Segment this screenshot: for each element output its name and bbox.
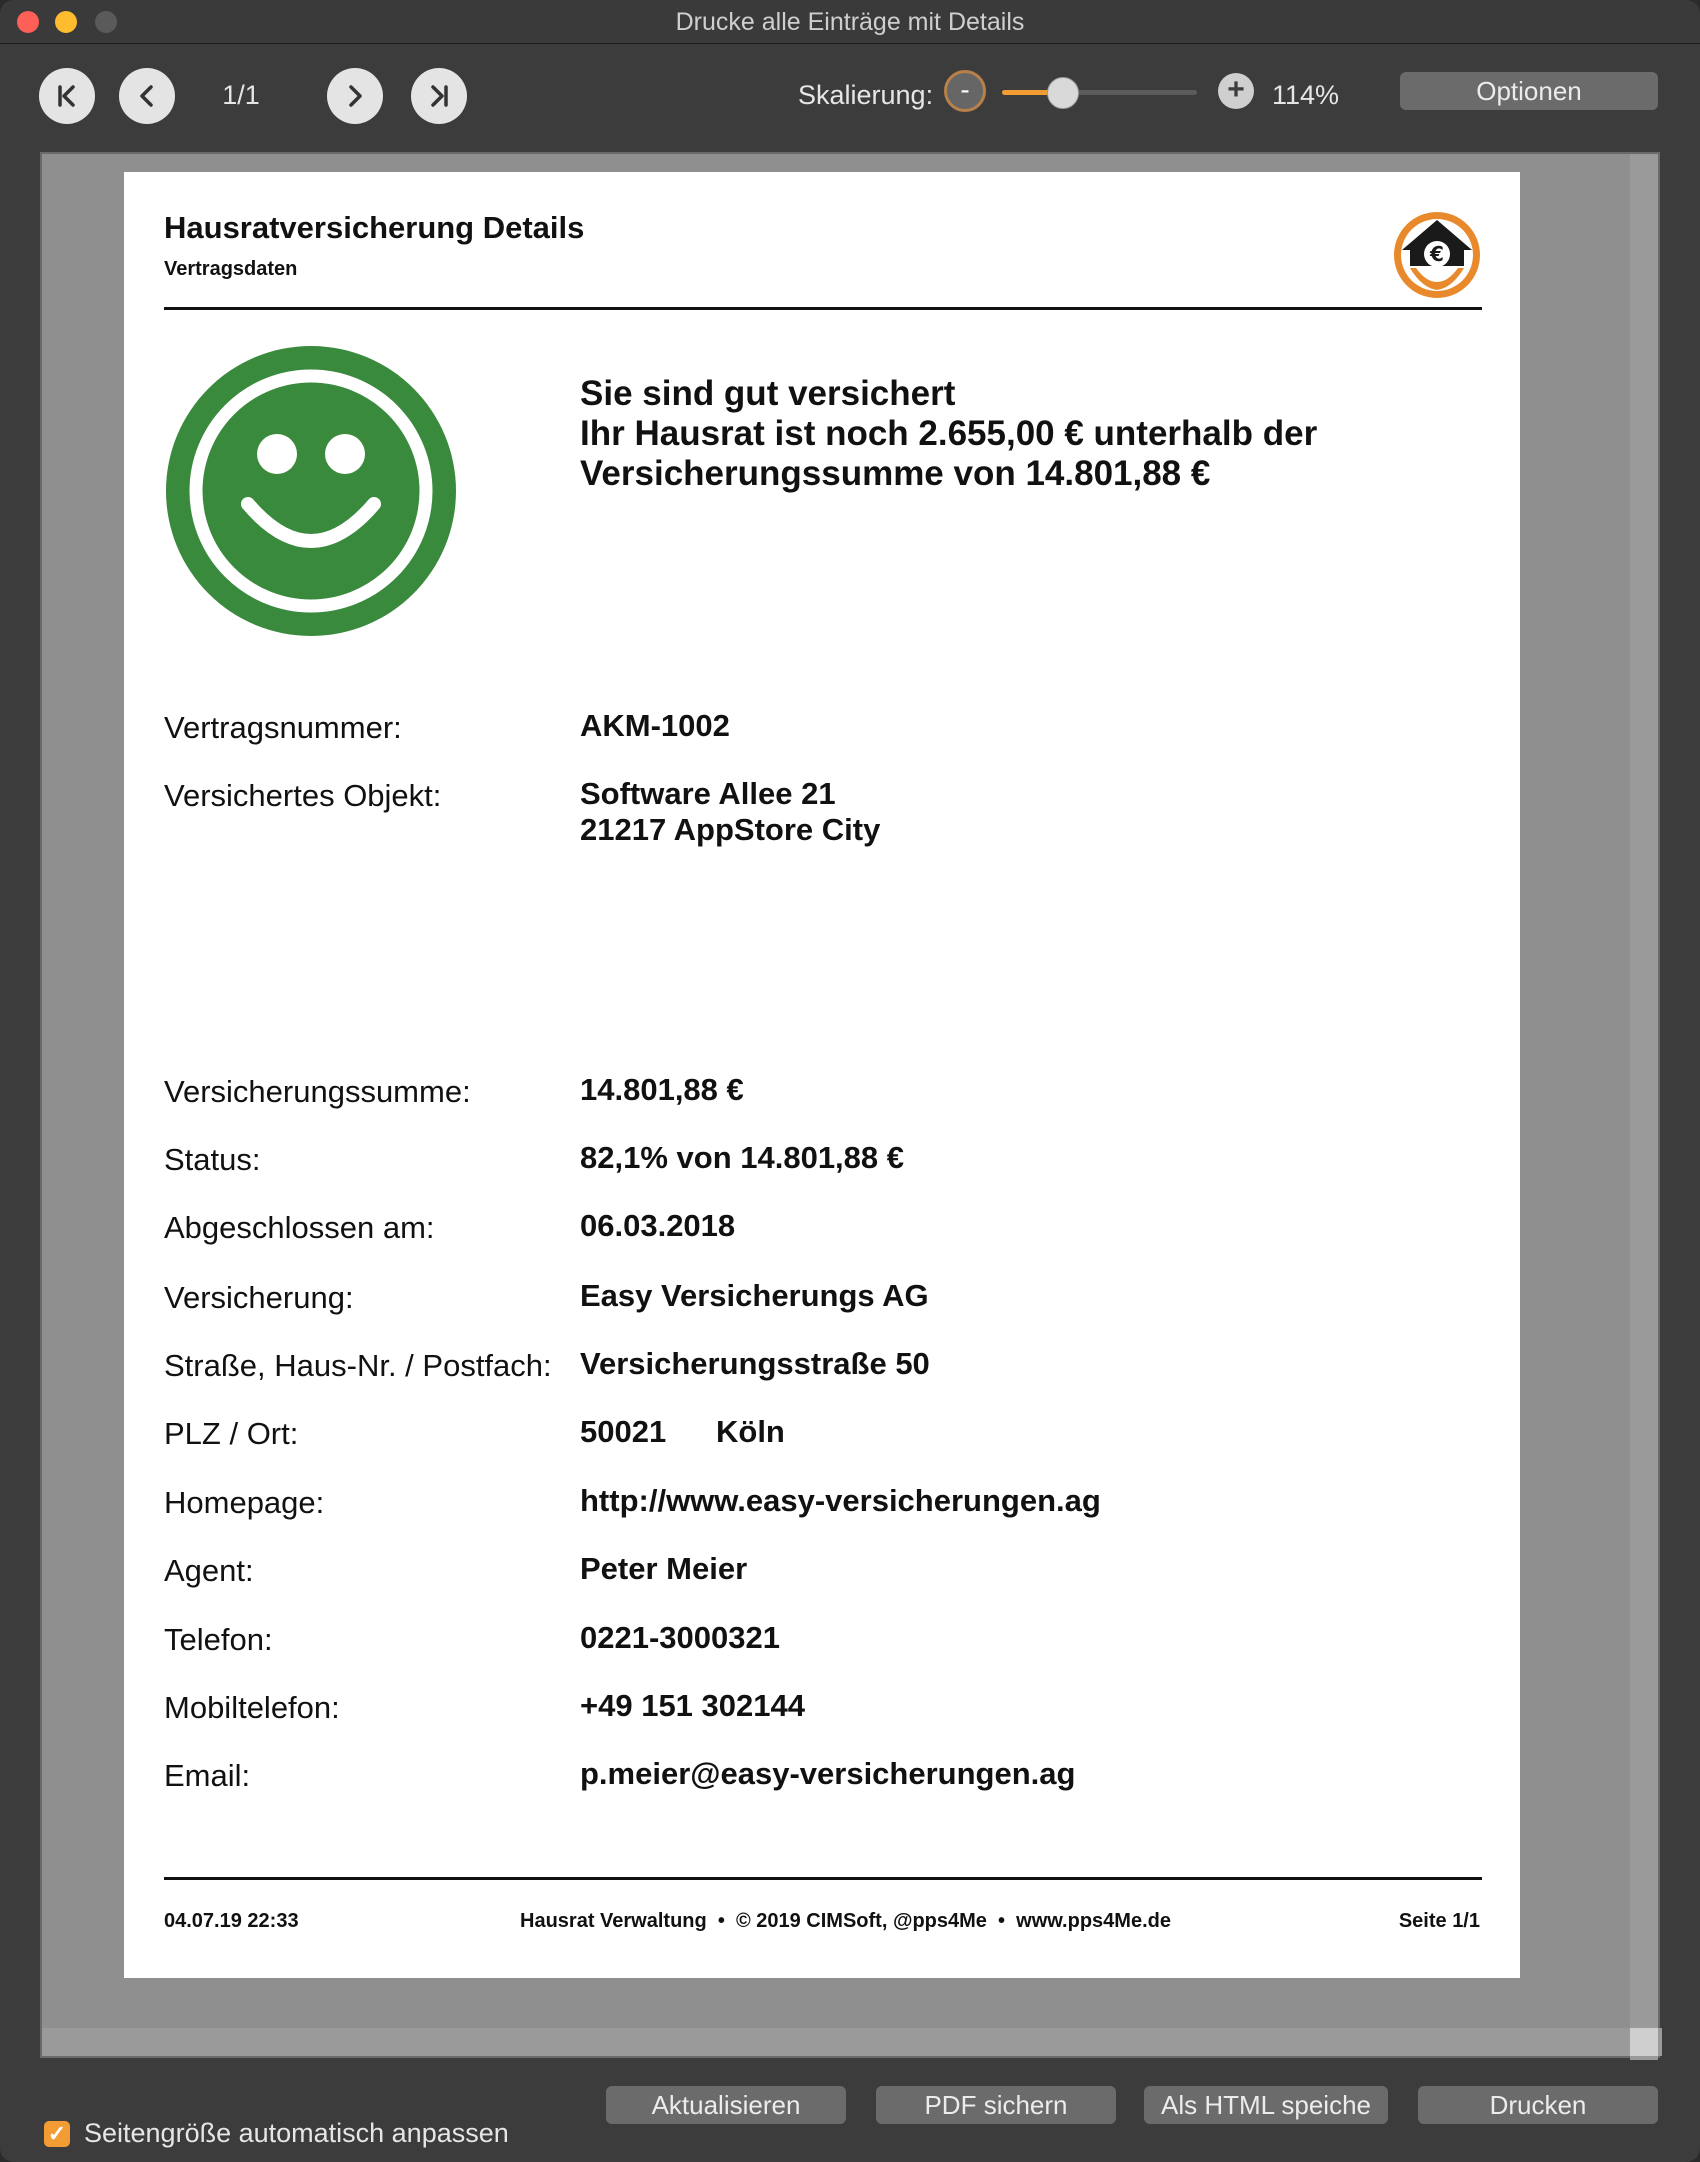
last-page-button[interactable] bbox=[411, 68, 467, 124]
street-label: Straße, Haus-Nr. / Postfach: bbox=[164, 1348, 552, 1383]
document-page bbox=[124, 172, 1520, 1978]
autosize-checkbox[interactable]: ✓ bbox=[44, 2121, 70, 2147]
document-subtitle: Vertragsdaten bbox=[164, 258, 298, 280]
concluded-value: 06.03.2018 bbox=[580, 1208, 736, 1243]
postal-city-label: PLZ / Ort: bbox=[164, 1416, 299, 1451]
previous-page-button[interactable] bbox=[119, 68, 175, 124]
contract-number-value: AKM-1002 bbox=[580, 708, 730, 743]
city-value: Köln bbox=[716, 1414, 785, 1449]
contract-number-label: Vertragsnummer: bbox=[164, 710, 402, 745]
zoom-slider-thumb[interactable] bbox=[1047, 77, 1079, 109]
insured-object-value bbox=[580, 776, 880, 848]
footer-page: Seite 1/1 bbox=[1398, 1910, 1480, 1932]
refresh-button[interactable]: Aktualisieren bbox=[606, 2086, 846, 2124]
insured-object-street: Software Allee 21 bbox=[580, 776, 836, 811]
chevron-left-icon bbox=[131, 80, 163, 112]
title-bar bbox=[0, 0, 1700, 44]
status-message-line-2: Ihr Hausrat ist noch 2.655,00 € unterhalb der bbox=[580, 414, 1318, 453]
save-pdf-button[interactable]: PDF sichern bbox=[876, 2086, 1116, 2124]
status-value: 82,1% von 14.801,88 € bbox=[580, 1140, 905, 1175]
sum-insured-value: 14.801,88 € bbox=[580, 1072, 744, 1107]
insured-object-label: Versichertes Objekt: bbox=[164, 778, 442, 813]
status-message bbox=[580, 374, 1317, 494]
phone-value: 0221-3000321 bbox=[580, 1620, 780, 1655]
street-value: Versicherungsstraße 50 bbox=[580, 1346, 930, 1381]
homepage-value: http://www.easy-versicherungen.ag bbox=[580, 1483, 1101, 1518]
zoom-value: 114% bbox=[1272, 80, 1340, 110]
status-label: Status: bbox=[164, 1142, 261, 1177]
zoom-slider[interactable] bbox=[1002, 90, 1197, 95]
smiley-icon bbox=[166, 346, 456, 636]
homepage-label: Homepage: bbox=[164, 1485, 325, 1520]
autosize-option[interactable] bbox=[44, 2118, 509, 2149]
scroll-corner bbox=[1630, 2028, 1658, 2056]
window-title: Drucke alle Einträge mit Details bbox=[675, 8, 1025, 36]
mobile-label: Mobiltelefon: bbox=[164, 1690, 340, 1725]
print-button[interactable]: Drucken bbox=[1418, 2086, 1658, 2124]
email-value: p.meier@easy-versicherungen.ag bbox=[580, 1756, 1076, 1791]
insurer-label: Versicherung: bbox=[164, 1280, 354, 1315]
phone-label: Telefon: bbox=[164, 1622, 273, 1657]
save-html-button[interactable]: Als HTML speiche bbox=[1144, 2086, 1388, 2124]
first-page-button[interactable] bbox=[39, 68, 95, 124]
postal-code-value: 50021 bbox=[580, 1414, 667, 1449]
first-page-icon bbox=[51, 80, 83, 112]
horizontal-scrollbar[interactable] bbox=[42, 2028, 1662, 2056]
zoom-in-button[interactable]: + bbox=[1218, 73, 1254, 109]
zoom-out-button[interactable]: - bbox=[944, 70, 986, 112]
house-euro-icon bbox=[1392, 210, 1482, 300]
insurer-value: Easy Versicherungs AG bbox=[580, 1278, 929, 1313]
autosize-label: Seitengröße automatisch anpassen bbox=[84, 2118, 509, 2148]
agent-value: Peter Meier bbox=[580, 1551, 748, 1586]
chevron-right-icon bbox=[339, 80, 371, 112]
status-message-line-3: Versicherungssumme von 14.801,88 € bbox=[580, 454, 1211, 493]
mobile-value: +49 151 302144 bbox=[580, 1688, 805, 1723]
document-title: Hausratversicherung Details bbox=[164, 210, 585, 245]
next-page-button[interactable] bbox=[327, 68, 383, 124]
page-indicator: 1/1 bbox=[222, 80, 260, 110]
last-page-icon bbox=[423, 80, 455, 112]
insured-object-city: 21217 AppStore City bbox=[580, 812, 881, 847]
email-label: Email: bbox=[164, 1758, 251, 1793]
concluded-label: Abgeschlossen am: bbox=[164, 1210, 435, 1245]
status-message-line-1: Sie sind gut versichert bbox=[580, 374, 956, 413]
sum-insured-label: Versicherungssumme: bbox=[164, 1074, 471, 1109]
svg-text:€: € bbox=[1430, 242, 1444, 266]
scale-label: Skalierung: bbox=[798, 80, 934, 110]
footer-center: Hausrat Verwaltung • © 2019 CIMSoft, @pps4Me • www.pps4Me.de bbox=[520, 1910, 1171, 1932]
agent-label: Agent: bbox=[164, 1553, 254, 1588]
vertical-scrollbar[interactable] bbox=[1630, 154, 1658, 2060]
options-button[interactable]: Optionen bbox=[1400, 72, 1658, 110]
footer-divider bbox=[164, 1877, 1482, 1880]
header-divider bbox=[164, 307, 1482, 310]
footer-timestamp: 04.07.19 22:33 bbox=[164, 1910, 299, 1932]
